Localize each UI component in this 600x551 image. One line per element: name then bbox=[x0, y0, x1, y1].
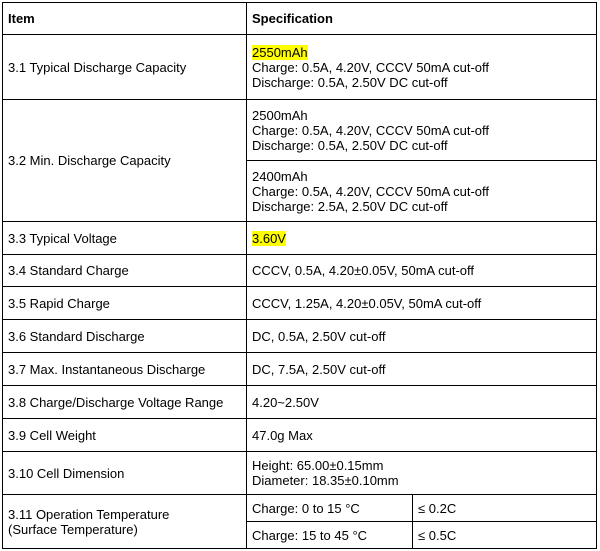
highlighted-value: 3.60V bbox=[252, 230, 286, 246]
table-header-row bbox=[3, 3, 597, 35]
item-cell: 3.6 Standard Discharge bbox=[3, 320, 247, 353]
table-row bbox=[3, 100, 597, 161]
table-row bbox=[3, 320, 597, 353]
table-row bbox=[3, 255, 597, 287]
header-item: Item bbox=[3, 3, 247, 35]
table-row bbox=[3, 222, 597, 255]
item-cell: 3.1 Typical Discharge Capacity bbox=[3, 35, 247, 100]
header-specification: Specification bbox=[247, 3, 597, 35]
table-row bbox=[3, 495, 597, 522]
spec-line: 2500mAh bbox=[252, 107, 308, 123]
spec-line: Discharge: 2.5A, 2.50V DC cut-off bbox=[252, 198, 448, 214]
item-cell: 3.4 Standard Charge bbox=[3, 255, 247, 287]
item-line: (Surface Temperature) bbox=[8, 521, 138, 537]
spec-line: 2400mAh bbox=[252, 168, 308, 184]
spec-line: Charge: 0.5A, 4.20V, CCCV 50mA cut-off bbox=[252, 59, 490, 75]
condition-cell: Charge: 15 to 45 °C bbox=[247, 522, 413, 549]
item-cell: 3.9 Cell Weight bbox=[3, 419, 247, 452]
item-line: 3.11 Operation Temperature bbox=[8, 506, 170, 522]
spec-cell bbox=[247, 222, 597, 255]
spec-cell: CCCV, 1.25A, 4.20±0.05V, 50mA cut-off bbox=[247, 287, 597, 320]
spec-cell: DC, 0.5A, 2.50V cut-off bbox=[247, 320, 597, 353]
item-cell bbox=[3, 495, 247, 549]
value-cell: ≤ 0.2C bbox=[413, 495, 597, 522]
condition-cell: Charge: 0 to 15 °C bbox=[247, 495, 413, 522]
item-cell: 3.7 Max. Instantaneous Discharge bbox=[3, 353, 247, 386]
highlighted-value: 2550mAh bbox=[252, 44, 308, 60]
item-cell: 3.10 Cell Dimension bbox=[3, 452, 247, 495]
table-row bbox=[3, 419, 597, 452]
table-row bbox=[3, 35, 597, 100]
spec-cell bbox=[247, 100, 597, 161]
spec-line: Charge: 0.5A, 4.20V, CCCV 50mA cut-off bbox=[252, 183, 490, 199]
spec-line: Discharge: 0.5A, 2.50V DC cut-off bbox=[252, 137, 448, 153]
table-row bbox=[3, 353, 597, 386]
spec-line: Height: 65.00±0.15mm bbox=[252, 458, 384, 473]
value-cell: ≤ 0.5C bbox=[413, 522, 597, 549]
spec-cell bbox=[247, 35, 597, 100]
table-row bbox=[3, 386, 597, 419]
table-row bbox=[3, 287, 597, 320]
spec-cell bbox=[247, 161, 597, 222]
spec-line: Diameter: 18.35±0.10mm bbox=[252, 473, 399, 488]
spec-cell bbox=[247, 452, 597, 495]
item-cell: 3.5 Rapid Charge bbox=[3, 287, 247, 320]
spec-cell: 47.0g Max bbox=[247, 419, 597, 452]
spec-line: Charge: 0.5A, 4.20V, CCCV 50mA cut-off bbox=[252, 122, 490, 138]
spec-cell: CCCV, 0.5A, 4.20±0.05V, 50mA cut-off bbox=[247, 255, 597, 287]
item-cell: 3.2 Min. Discharge Capacity bbox=[3, 100, 247, 222]
item-cell: 3.8 Charge/Discharge Voltage Range bbox=[3, 386, 247, 419]
spec-cell: 4.20~2.50V bbox=[247, 386, 597, 419]
specification-table bbox=[2, 2, 597, 549]
spec-cell: DC, 7.5A, 2.50V cut-off bbox=[247, 353, 597, 386]
item-cell: 3.3 Typical Voltage bbox=[3, 222, 247, 255]
spec-line: Discharge: 0.5A, 2.50V DC cut-off bbox=[252, 74, 448, 90]
table-row bbox=[3, 452, 597, 495]
